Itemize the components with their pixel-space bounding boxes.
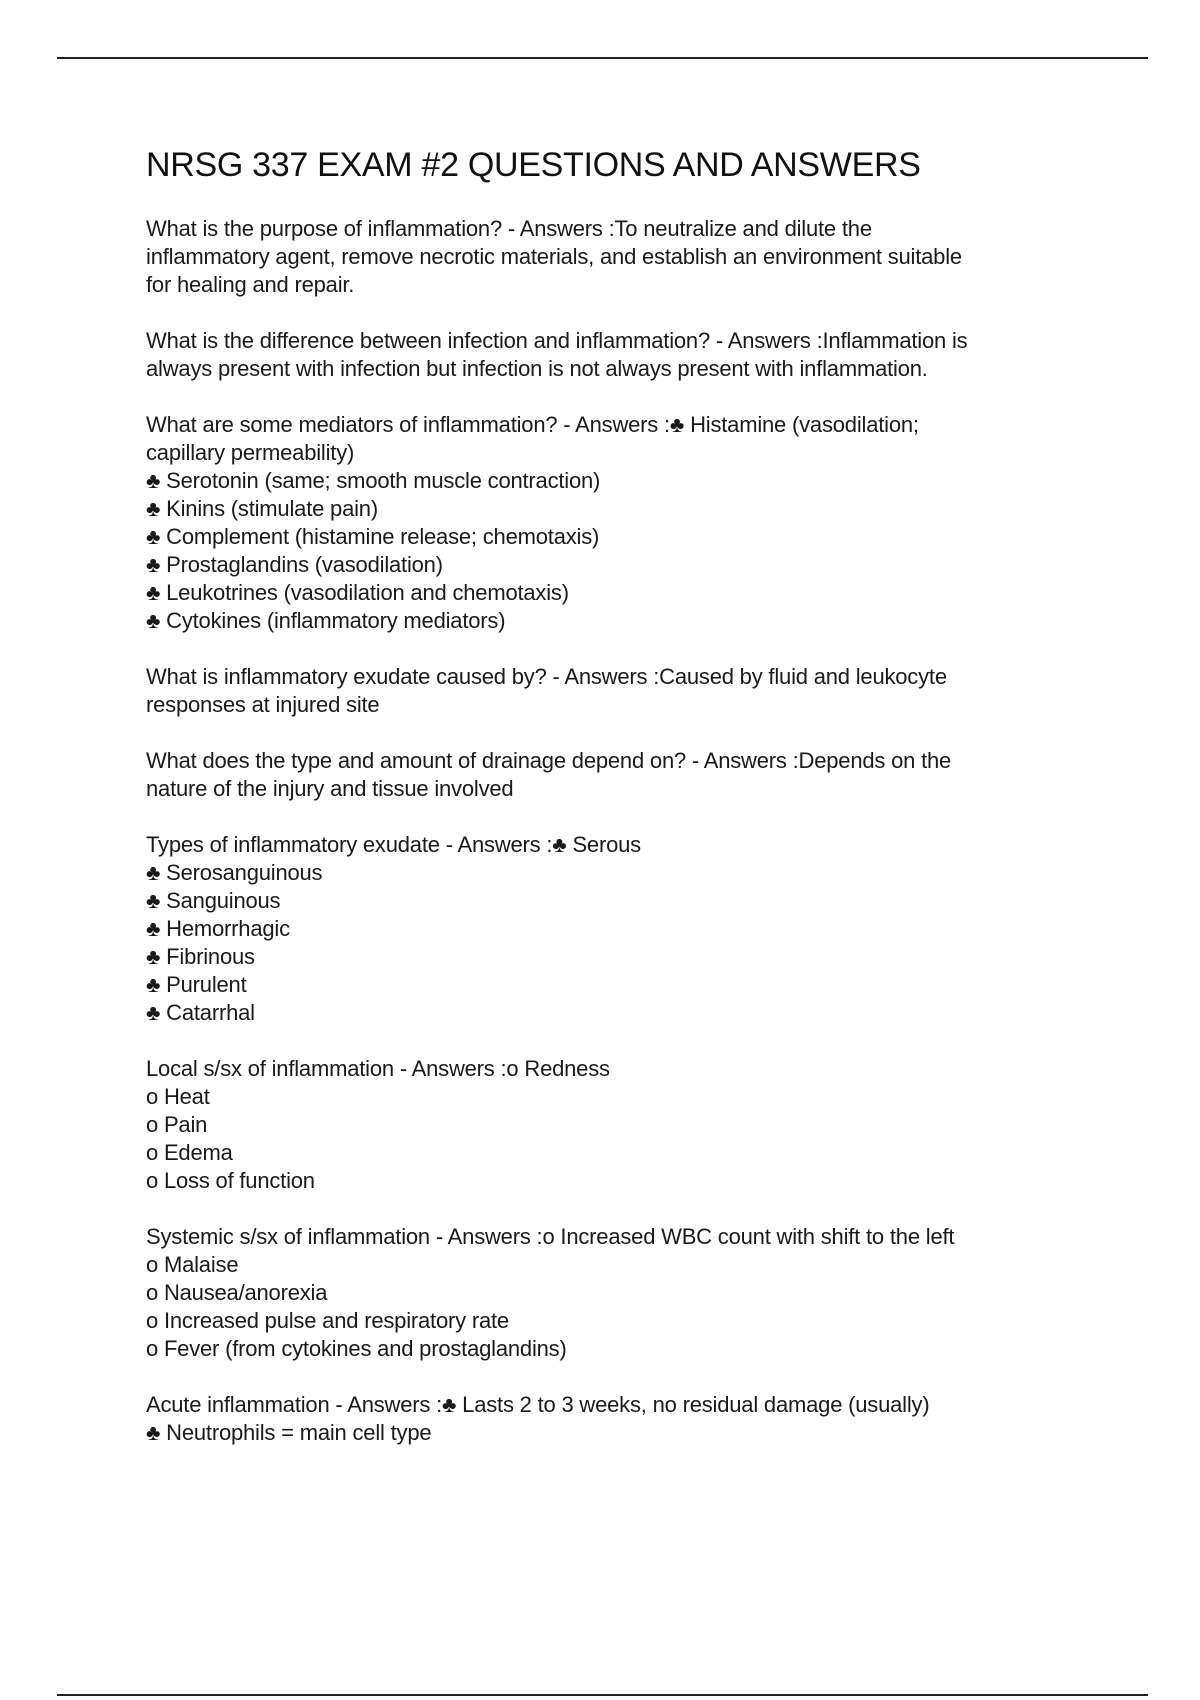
answer-line: ♣ Cytokines (inflammatory mediators) — [146, 608, 506, 633]
qa-list — [146, 215, 1086, 1475]
answer-line: o Pain — [146, 1112, 208, 1137]
question-line: Acute inflammation - Answers :♣ Lasts 2 to 3 weeks, no residual damage (usually) — [146, 1392, 930, 1417]
question-line: What is the purpose of inflammation? - Answers :To neutralize and dilute the — [146, 216, 872, 241]
answer-line: ♣ Serotonin (same; smooth muscle contraction) — [146, 468, 601, 493]
answer-line: ♣ Leukotrines (vasodilation and chemotaxis) — [146, 580, 569, 605]
answer-line: o Malaise — [146, 1252, 239, 1277]
qa-item — [146, 411, 1086, 635]
answer-line: o Heat — [146, 1084, 210, 1109]
question-line: What is the difference between infection and inflammation? - Answers :Inflammation is — [146, 328, 968, 353]
answer-line: ♣ Kinins (stimulate pain) — [146, 496, 378, 521]
answer-line: o Fever (from cytokines and prostaglandins) — [146, 1336, 567, 1361]
qa-item — [146, 215, 1086, 299]
answer-line: capillary permeability) — [146, 440, 355, 465]
question-line: Systemic s/sx of inflammation - Answers :o Increased WBC count with shift to the left — [146, 1224, 955, 1249]
question-line: Types of inflammatory exudate - Answers :♣ Serous — [146, 832, 641, 857]
qa-item — [146, 1055, 1086, 1195]
answer-line: ♣ Complement (histamine release; chemotaxis) — [146, 524, 600, 549]
answer-line: nature of the injury and tissue involved — [146, 776, 514, 801]
answer-line: o Nausea/anorexia — [146, 1280, 328, 1305]
answer-line: ♣ Sanguinous — [146, 888, 281, 913]
answer-line: ♣ Catarrhal — [146, 1000, 255, 1025]
answer-line: o Edema — [146, 1140, 233, 1165]
bottom-divider — [57, 1694, 1148, 1696]
qa-item — [146, 663, 1086, 719]
answer-line: for healing and repair. — [146, 272, 355, 297]
answer-line: ♣ Neutrophils = main cell type — [146, 1420, 432, 1445]
answer-line: o Loss of function — [146, 1168, 315, 1193]
question-line: Local s/sx of inflammation - Answers :o Redness — [146, 1056, 610, 1081]
answer-line: ♣ Fibrinous — [146, 944, 255, 969]
answer-line: ♣ Prostaglandins (vasodilation) — [146, 552, 443, 577]
answer-line: responses at injured site — [146, 692, 380, 717]
answer-line: o Increased pulse and respiratory rate — [146, 1308, 509, 1333]
qa-item — [146, 831, 1086, 1027]
answer-line: ♣ Purulent — [146, 972, 247, 997]
qa-item — [146, 327, 1086, 383]
qa-item — [146, 747, 1086, 803]
qa-item — [146, 1223, 1086, 1363]
question-line: What is inflammatory exudate caused by? - Answers :Caused by fluid and leukocyte — [146, 664, 947, 689]
page-title: NRSG 337 EXAM #2 QUESTIONS AND ANSWERS — [146, 146, 921, 184]
question-line: What are some mediators of inflammation? - Answers :♣ Histamine (vasodilation; — [146, 412, 919, 437]
answer-line: always present with infection but infection is not always present with inflammation. — [146, 356, 928, 381]
answer-line: inflammatory agent, remove necrotic materials, and establish an environment suitable — [146, 244, 962, 269]
answer-line: ♣ Hemorrhagic — [146, 916, 290, 941]
question-line: What does the type and amount of drainage depend on? - Answers :Depends on the — [146, 748, 952, 773]
qa-item — [146, 1391, 1086, 1447]
answer-line: ♣ Serosanguinous — [146, 860, 323, 885]
top-divider — [57, 57, 1148, 59]
